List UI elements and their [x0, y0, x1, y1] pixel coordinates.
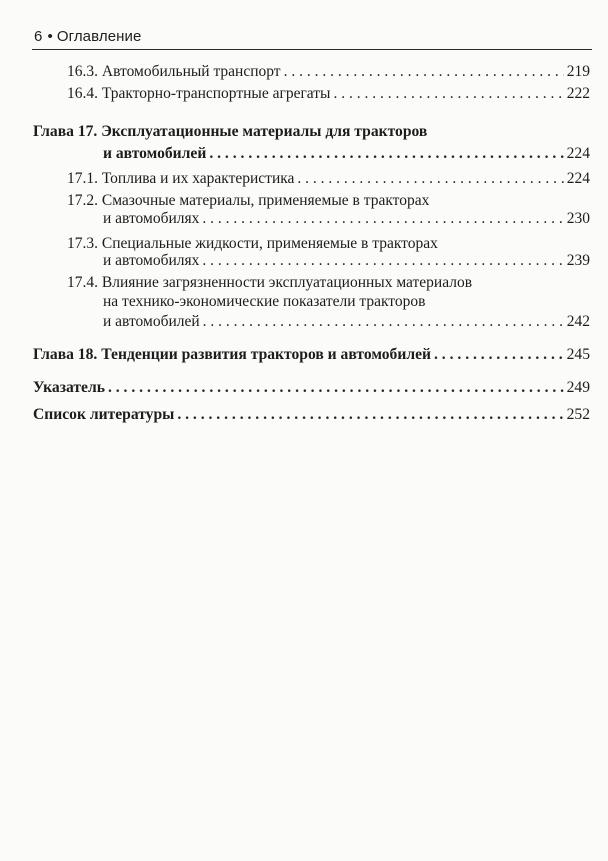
chapter-label: Глава 17. — [33, 123, 98, 140]
toc-entry-17-4-line1[interactable] — [67, 274, 472, 292]
dot-leader — [202, 210, 563, 228]
toc-entry-page: 219 — [566, 63, 590, 80]
running-head-title: Оглавление — [56, 28, 142, 45]
toc-entry-page: 224 — [566, 170, 590, 187]
toc-entry-title-line2: на технико-экономические показатели тракторов — [103, 293, 426, 310]
toc-entry-page: 239 — [566, 252, 590, 269]
toc-chapter-17-line1[interactable] — [33, 123, 427, 141]
dot-leader — [108, 379, 564, 397]
toc-entry-page: 230 — [566, 210, 590, 227]
chapter-title-line2: и автомобилей — [103, 145, 207, 162]
toc-entry-title: Список литературы — [33, 406, 175, 423]
toc-entry-number: 17.4. — [67, 274, 98, 291]
chapter-title: Тенденции развития тракторов и автомобилей — [101, 346, 431, 363]
toc-entry-16-4[interactable] — [67, 85, 590, 103]
toc-entry-number: 17.3. — [67, 235, 98, 252]
toc-chapter-17-line2[interactable] — [103, 145, 590, 163]
toc-entry-page: 252 — [566, 406, 590, 423]
toc-entry-title-line1: Смазочные материалы, применяемые в тракторах — [101, 192, 430, 209]
toc-entry-17-3-line1[interactable] — [67, 235, 438, 253]
toc-entry-title: Тракторно-транспортные агрегаты — [101, 85, 331, 102]
toc-entry-16-3[interactable] — [67, 63, 590, 81]
page-number: 6 — [34, 28, 43, 45]
toc-chapter-18[interactable] — [33, 346, 590, 364]
toc-entry-page: 249 — [566, 379, 590, 396]
toc-entry-number: 16.4. — [67, 85, 98, 102]
toc-entry-17-4-line3[interactable] — [103, 313, 590, 331]
chapter-label: Глава 18. — [33, 346, 98, 363]
toc-entry-page: 245 — [566, 346, 590, 363]
dot-leader — [297, 170, 563, 188]
chapter-title-line1: Эксплуатационные материалы для тракторов — [101, 123, 428, 140]
dot-leader — [203, 313, 564, 331]
toc-entry-title-line3: и автомобилей — [103, 313, 200, 330]
toc-entry-number: 17.2. — [67, 192, 98, 209]
toc-entry-17-3-line2[interactable] — [103, 252, 590, 270]
toc-entry-title-line1: Влияние загрязненности эксплуатационных материалов — [101, 274, 473, 291]
dot-leader — [209, 145, 563, 163]
toc-entry-page: 222 — [566, 85, 590, 102]
toc-entry-title-line1: Специальные жидкости, применяемые в тракторах — [101, 235, 438, 252]
toc-entry-17-2-line2[interactable] — [103, 210, 590, 228]
toc-bibliography[interactable] — [33, 406, 590, 424]
toc-entry-title-line2: и автомобилях — [103, 252, 200, 269]
toc-entry-17-2-line1[interactable] — [67, 192, 429, 210]
dot-leader — [333, 85, 563, 103]
toc-entry-number: 16.3. — [67, 63, 98, 80]
toc-entry-title-line2: и автомобилях — [103, 210, 200, 227]
bullet-separator: • — [47, 28, 53, 45]
toc-index[interactable] — [33, 379, 590, 397]
toc-entry-title: Автомобильный транспорт — [101, 63, 281, 80]
toc-entry-page: 242 — [566, 313, 590, 330]
toc-entry-title: Топлива и их характеристика — [101, 170, 295, 187]
dot-leader — [202, 252, 563, 270]
dot-leader — [284, 63, 564, 81]
toc-entry-page: 224 — [566, 145, 590, 162]
toc-entry-17-4-line2[interactable] — [103, 293, 425, 311]
toc-entry-title: Указатель — [33, 379, 105, 396]
dot-leader — [434, 346, 564, 364]
dot-leader — [177, 406, 563, 424]
toc-entry-number: 17.1. — [67, 170, 98, 187]
toc-entry-17-1[interactable] — [67, 170, 590, 188]
